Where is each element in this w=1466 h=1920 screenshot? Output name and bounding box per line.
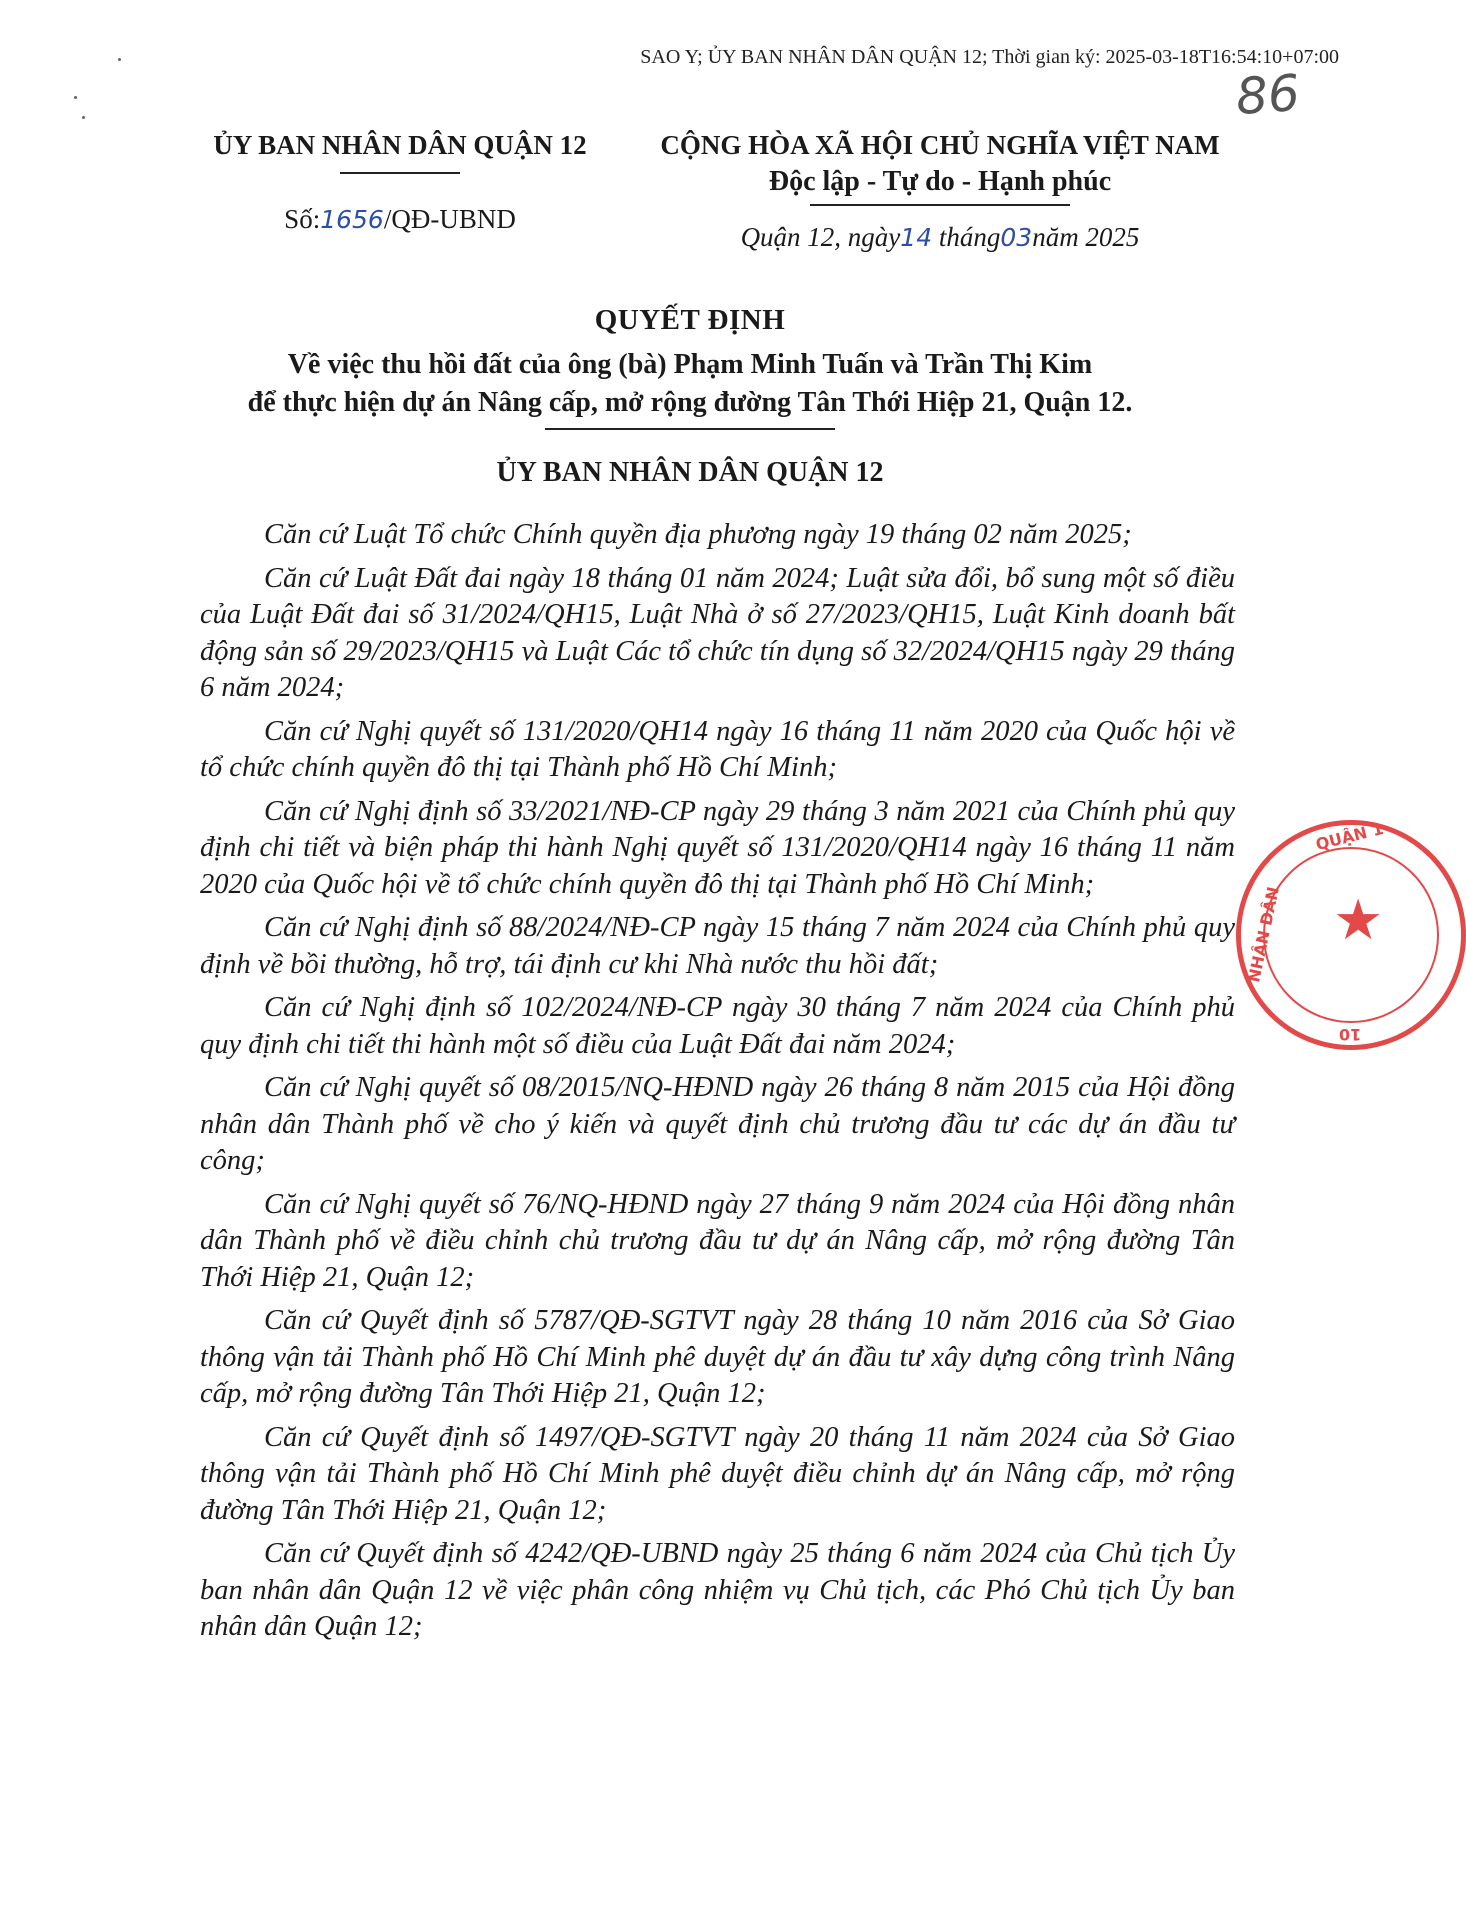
document-date [620,222,1260,253]
motto-underline [810,204,1070,206]
handwritten-page-number: 86 [1234,63,1302,127]
decision-title: QUYẾT ĐỊNH [594,304,786,336]
date-year: năm 2025 [1032,222,1140,252]
date-prefix: Quận 12, ngày [740,222,901,252]
document-number [180,204,620,235]
legal-basis-item: Căn cứ Quyết định số 4242/QĐ-UBND ngày 25 tháng 6 năm 2024 của Chủ tịch Ủy ban nhân dân Quận 12 về việc phân công nhiệm vụ Chủ tịch, các Phó Chủ tịch Ủy ban nhân dân Quận 12; [200,1538,1235,1642]
decision-subject-line-1: Về việc thu hồi đất của ông (bà) Phạm Minh Tuấn và Trần Thị Kim [287,349,1093,380]
decision-subject-line-2: để thực hiện dự án Nâng cấp, mở rộng đường Tân Thới Hiệp 21, Quận 12. [247,387,1133,418]
legal-basis-item: Căn cứ Nghị định số 102/2024/NĐ-CP ngày 30 tháng 7 năm 2024 của Chính phủ quy định chi tiết thi hành một số điều của Luật Đất đai năm 2024; [200,992,1235,1060]
legal-basis-item: Căn cứ Luật Tổ chức Chính quyền địa phương ngày 19 tháng 02 năm 2025; [264,519,1132,550]
issuer-name: ỦY BAN NHÂN DÂN QUẬN 12 [213,130,587,160]
date-day-handwritten: 14 [900,223,933,252]
date-month-handwritten: 03 [1000,223,1033,252]
document-number-suffix: /QĐ-UBND [383,204,516,234]
scan-speck [82,116,85,119]
issuer-block [180,128,620,235]
legal-basis-item: Căn cứ Quyết định số 1497/QĐ-SGTVT ngày 20 tháng 11 năm 2024 của Sở Giao thông vận tải Thành phố Hồ Chí Minh phê duyệt điều chỉnh dự án Nâng cấp, mở rộng đường Tân Thới Hiệp 21, Quận 12; [200,1421,1235,1526]
document-number-handwritten: 1656 [320,205,384,234]
legal-bases [200,517,1235,1653]
official-seal-stamp [1236,820,1466,1050]
legal-basis-item: Căn cứ Nghị quyết số 08/2015/NQ-HĐND ngày 26 tháng 8 năm 2015 của Hội đồng nhân dân Thành phố về cho ý kiến và quyết định chủ trương đầu tư các dự án đầu tư công; [200,1072,1235,1176]
star-icon: ★ [1333,890,1384,952]
legal-basis-item: Căn cứ Quyết định số 5787/QĐ-SGTVT ngày 28 tháng 10 năm 2016 của Sở Giao thông vận tải Thành phố Hồ Chí Minh phê duyệt dự án đầu tư xây dựng công trình Nâng cấp, mở rộng đường Tân Thới Hiệp 21, Quận 12; [200,1305,1235,1409]
legal-basis-item: Căn cứ Nghị quyết số 76/NQ-HĐND ngày 27 tháng 9 năm 2024 của Hội đồng nhân dân Thành phố về điều chỉnh chủ trương đầu tư dự án Nâng cấp, mở rộng đường Tân Thới Hiệp 21, Quận 12; [200,1188,1235,1293]
legal-basis-item: Căn cứ Nghị định số 33/2021/NĐ-CP ngày 29 tháng 3 năm 2021 của Chính phủ quy định chi tiết và biện pháp thi hành Nghị quyết số 131/2020/QH14 ngày 16 tháng 11 năm 2020 của Quốc hội về tổ chức chính quyền đô thị tại Thành phố Hồ Chí Minh; [200,795,1235,900]
legal-basis-item: Căn cứ Nghị quyết số 131/2020/QH14 ngày 16 tháng 11 năm 2020 của Quốc hội về tổ chức chính quyền đô thị tại Thành phố Hồ Chí Minh; [200,715,1235,783]
digital-signature-line: SAO Y; ỦY BAN NHÂN DÂN QUẬN 12; Thời gian ký: 2025-03-18T16:54:10+07:00 [640,46,1339,68]
national-header-block [620,128,1260,253]
national-motto: Độc lập - Tự do - Hạnh phúc [768,166,1112,197]
seal-text-bottom: 10 [1339,1025,1362,1044]
document-number-prefix: Số: [284,204,321,234]
scan-speck [74,96,77,99]
seal-text-left: NHÂN DÂN [1244,884,1283,985]
legal-basis-item: Căn cứ Nghị định số 88/2024/NĐ-CP ngày 15 tháng 7 năm 2024 của Chính phủ quy định về bồi thường, hỗ trợ, tái định cư khi Nhà nước thu hồi đất; [200,912,1235,980]
scan-speck [118,58,121,61]
date-month-label: tháng [938,222,1001,252]
decision-title-block [150,300,1230,492]
issuing-authority: ỦY BAN NHÂN DÂN QUẬN 12 [496,457,884,488]
country-name: CỘNG HÒA XÃ HỘI CHỦ NGHĨA VIỆT NAM [660,130,1220,160]
legal-basis-item: Căn cứ Luật Đất đai ngày 18 tháng 01 năm 2024; Luật sửa đổi, bổ sung một số điều của Luật Đất đai số 31/2024/QH15, Luật Nhà ở số 27/2023/QH15, Luật Kinh doanh bất động sản số 29/2023/QH15 và Luật Các tổ chức tín dụng số 32/2024/QH15 ngày 29 tháng 6 năm 2024; [200,562,1235,703]
subject-underline [545,428,835,430]
issuer-underline [340,172,460,174]
seal-text-top: QUẬN 1 [1313,818,1386,855]
